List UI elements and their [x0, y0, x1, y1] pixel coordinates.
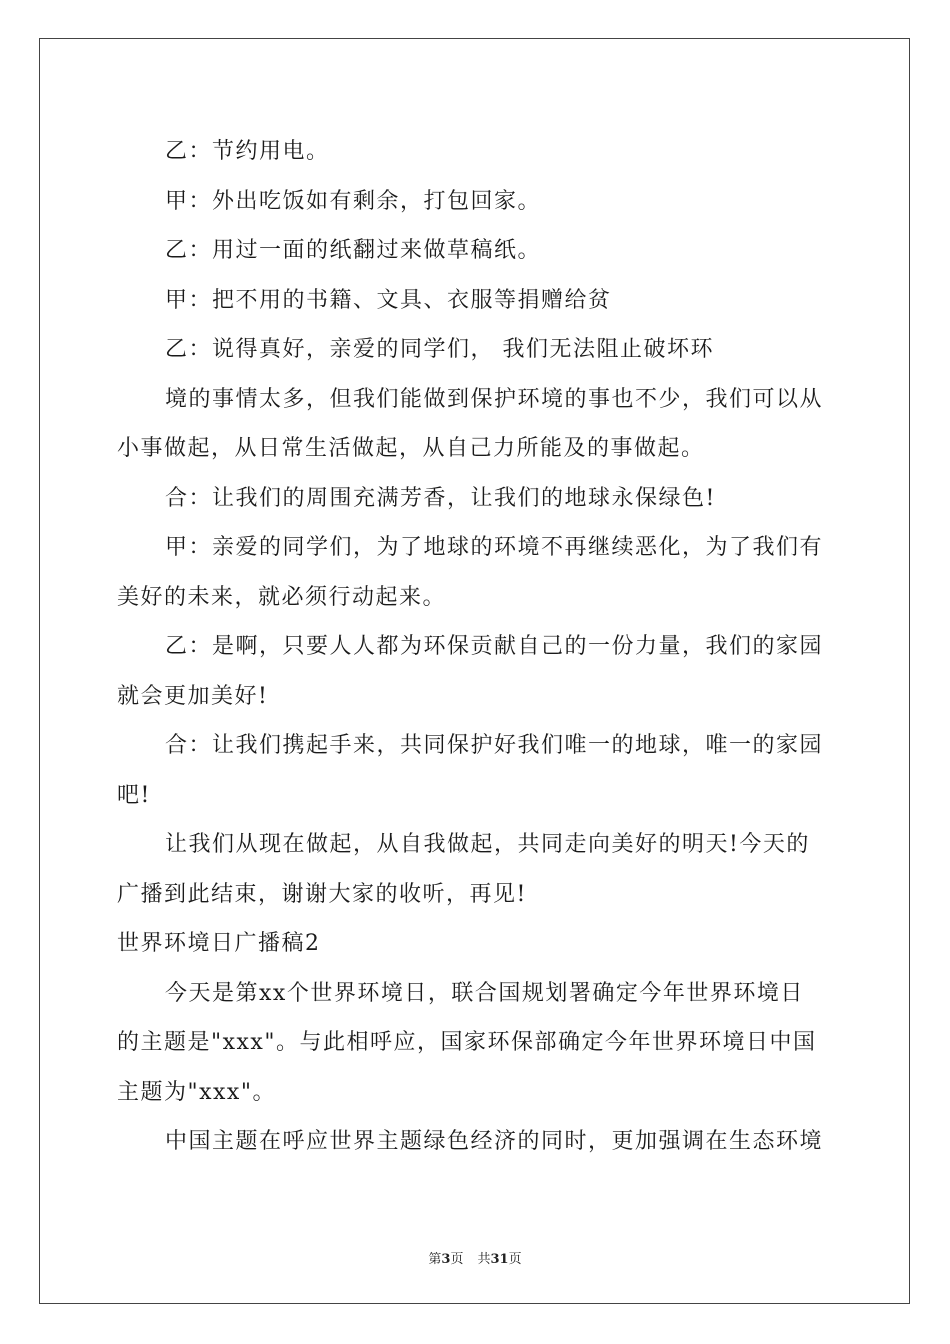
dialogue-line: 合：让我们携起手来，共同保护好我们唯一的地球，唯一的家园 [165, 733, 824, 758]
paragraph-line: 让我们从现在做起，从自我做起，共同走向美好的明天!今天的 [165, 832, 810, 857]
paragraph-line: 主题为"xxx"。 [117, 1079, 276, 1105]
total-prefix: 共 [477, 1252, 491, 1267]
paragraph-line: 境的事情太多，但我们能做到保护环境的事也不少，我们可以从 [165, 386, 824, 412]
page-prefix: 第 [428, 1252, 442, 1267]
dialogue-line: 合：让我们的周围充满芳香，让我们的地球永保绿色! [165, 485, 716, 511]
dialogue-line: 甲：亲爱的同学们，为了地球的环境不再继续恶化，为了我们有 [165, 535, 824, 560]
document-body [117, 127, 833, 1167]
page-footer [0, 1248, 950, 1267]
paragraph-line: 吧! [117, 782, 151, 808]
paragraph-line: 中国主题在呼应世界主题绿色经济的同时，更加强调在生态环境 [165, 1129, 824, 1154]
paragraph-line: 小事做起，从日常生活做起，从自己力所能及的事做起。 [117, 436, 705, 461]
dialogue-line: 乙：说得真好，亲爱的同学们， 我们无法阻止破坏环 [165, 337, 714, 362]
total-suffix: 页 [508, 1252, 522, 1267]
total-pages: 31 [490, 1252, 509, 1267]
dialogue-line: 甲：外出吃饭如有剩余，打包回家。 [165, 188, 542, 214]
paragraph-line: 就会更加美好! [117, 683, 269, 709]
paragraph-line: 今天是第xx个世界环境日，联合国规划署确定今年世界环境日 [165, 980, 804, 1006]
paragraph-line: 广播到此结束，谢谢大家的收听，再见! [117, 881, 527, 907]
paragraph-line: 的主题是"xxx"。与此相呼应，国家环保部确定今年世界环境日中国 [117, 1030, 817, 1055]
page-suffix: 页 [450, 1252, 464, 1267]
section-title: 世界环境日广播稿2 [117, 931, 321, 956]
paragraph-line: 美好的未来，就必须行动起来。 [117, 584, 447, 610]
dialogue-line: 乙：是啊，只要人人都为环保贡献自己的一份力量，我们的家园 [165, 634, 824, 659]
page-number: 3 [441, 1252, 451, 1267]
dialogue-line: 乙：节约用电。 [165, 139, 330, 164]
dialogue-line: 乙：用过一面的纸翻过来做草稿纸。 [165, 238, 542, 263]
dialogue-line: 甲：把不用的书籍、文具、衣服等捐赠给贫 [165, 287, 612, 313]
